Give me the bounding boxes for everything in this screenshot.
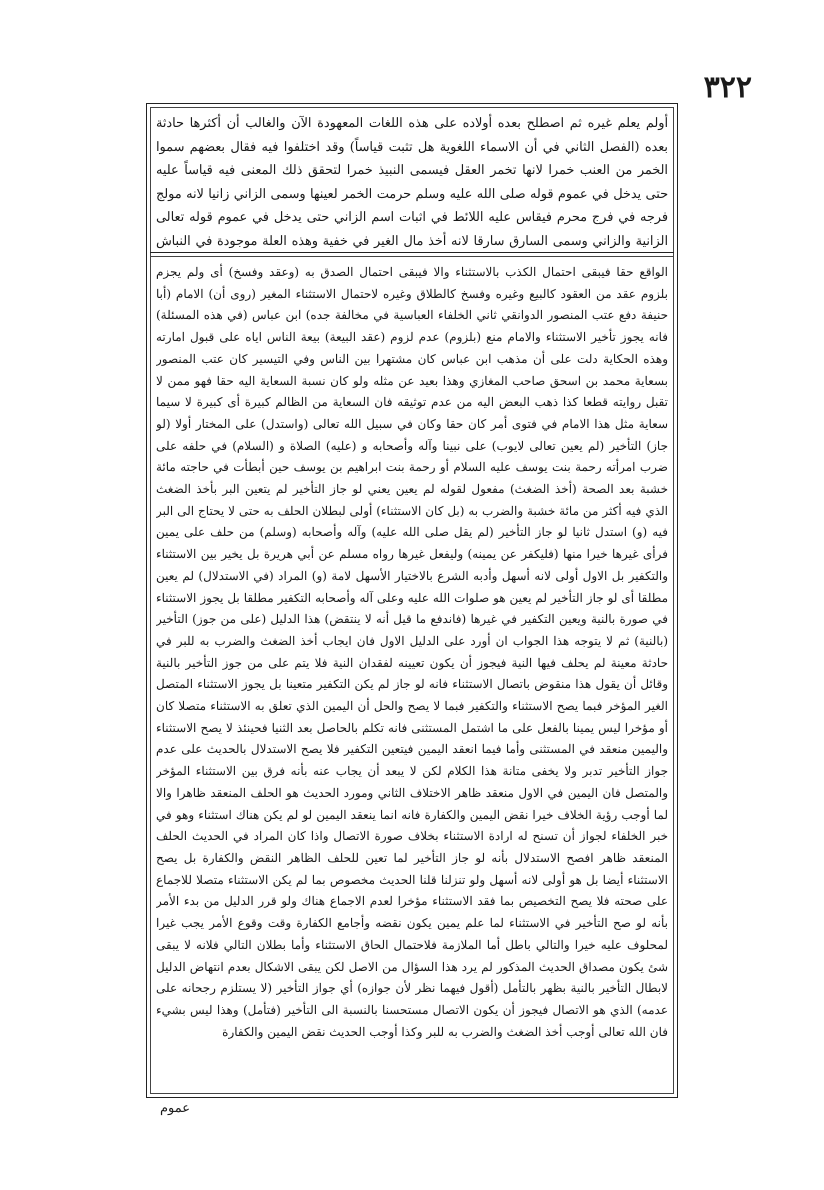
- catchword: عموم: [160, 1101, 191, 1116]
- main-text-block: أولم يعلم غيره ثم اصطلح بعده أولاده على هذه اللغات المعهودة الآن والغالب أن أكثرها حادثة بعده (الفصل الثاني في أن الاسماء اللغوية هل تثبت قياساً) وقد اختلفوا فيه فقال بعضهم سموا الخمر من العنب خمرا لانها تخمر العقل فيسمى النبيذ خمرا لتحقق ذلك المعنى فيه قياساً عليه حتى يدخل في عموم قوله صلى الله عليه وسلم حرمت الخمر لعينها وسمى الزاني زانيا لانه مولج فرجه في فرج محرم فيقاس عليه اللائط في اثبات اسم الزاني حتى يدخل في عموم قوله تعالى الزانية والزاني وسمى السارق سارقا لانه أخذ مال الغير في خفية وهذه العلة موجودة في النباش: [156, 116, 668, 249]
- section-divider-thin: [150, 256, 674, 257]
- page-number: ٣٢٢: [703, 70, 752, 105]
- section-divider: [150, 252, 674, 253]
- commentary-text-block: الواقع حقا فيبقى احتمال الكذب بالاستثناء والا فيبقى احتمال الصدق به (وعقد وفسخ) أى ولم يجزم بلزوم عقد من العقود كالبيع وغيره وفسخ كالطلاق وغيره لاحتمال الاستثناء المغير (روى أن) الامام (أبا حنيفة دفع عتب المنصور الدوانقي ثاني الخلفاء العباسية في مخالفة جده) ابن عباس (في هذه المسئلة) فانه يجوز تأخير الاستثناء والامام منع (بلزوم) عدم لزوم (عقد البيعة) بيعة الناس اياه على قبول امارته وهذه الحكاية دلت على أن مذهب ابن عباس كان مشتهرا بين الناس وفي التيسير كان عتب المنصور بسعاية محمد بن اسحق صاحب المغازي وهذا بعيد عن مثله ولو كان نسبة السعاية اليه حقا فهو ممن لا تقبل روايته قطعا كذا ذهب البعض اليه من عدم توثيقه فان السعاية من الظالم كبيرة أى كبيرة لا سيما سعاية مثل هذا الامام في فتوى أمر كان حقا وكان في سبيل الله تعالى (واستدل) على المختار أولا (لو جاز) التأخير (لم يعين تعالى لايوب) على نبينا وآله وأصحابه و (عليه) الصلاة و (السلام) في حلفه على ضرب امرأته رحمة بنت يوسف عليه السلام أو رحمة بنت ابراهيم بن يوسف حين أبطأت في حاجته مائة خشبة بعد الصحة (أخذ الضغث) مفعول لقوله لم يعين يعني لو جاز التأخير لم يتعين البر بأخذ الضغث الذي فيه أكثر من مائة خشبة والضرب به (بل كان الاستثناء) أولى لبطلان الحلف به حتى لا يحتاج الى البر فيه (و) استدل ثانيا لو جاز التأخير (لم يقل صلى الله عليه) وآله وأصحابه (وسلم) من حلف على يمين فرأى غيرها خيرا منها (فليكفر عن يمينه) وليفعل غيرها رواه مسلم عن أبي هريرة بل يخير بين الاستثناء والتكفير بل الاول أولى لانه أسهل وأدبه الشرع بالاختيار الأسهل لامة (و) المراد (في الاستدلال) لم يعين مطلقا أى لو جاز التأخير لم يعين هو صلوات الله عليه وعلى آله وأصحابه التكفير مطلقا بل يجوز الاستثناء في صورة بالنية ويعين التكفير في غيرها (فاندفع ما قيل أنه لا ينتقض) هذا الدليل (على من جوز) التأخير (بالنية) ثم لا يتوجه هذا الجواب ان أورد على الدليل الاول فان ايجاب أخذ الضغث والضرب به للبر في حادثة معينة لم يحلف فيها النية فيجوز أن يكون تعيينه لفقدان النية فلا يتم على من جوز التأخير بالنية وقائل أن يقول هذا منقوض باتصال الاستثناء فانه لو جاز لم يكن التكفير متعينا بل يجوز الاستثناء المتصل الغير المؤخر فبما يصح الاستثناء والتكفير فبما لا يصح والحل أن اليمين الذي تعلق به الاستثناء متصلا كان أو مؤخرا ليس يمينا بالفعل على ما اشتمل المستثنى فانه تكلم بالحاصل بعد الثنيا فحينئذ لا يصح الاستثناء واليمين منعقد في المستثنى وأما فيما انعقد اليمين فيتعين التكفير فلا يصح الاستدلال بالحديث على عدم جواز التأخير تدبر ولا يخفى متانة هذا الكلام لكن لا يبعد أن يجاب عنه بأنه فرق بين الاستثناء المؤخر والمتصل فان اليمين في الاول منعقد ظاهر الاختلاف الثاني ومورد الحديث هو الحلف المنعقد ظاهرا والا لما أوجب رؤية الخلاف خيرا نقض اليمين والكفارة فانه انما ينعقد اليمين لو لم يكن هناك استثناء وهو في خبر الخلفاء لجواز أن تسنح له ارادة الاستثناء بخلاف صورة الاتصال واذا كان المراد في الحديث الحلف المنعقد ظاهر افصح الاستدلال بأنه لو جاز التأخير لما تعين للحلف الظاهر النقض والكفارة بل يصح الاستثناء أيضا بل هو أولى لانه أسهل ولو تنزلنا قلنا الحديث مخصوص بما لم يكن الاستثناء متصلا للاجماع على صحته فلا يصح التخصيص بما فقد الاستثناء مؤخرا لعدم الاجماع هناك ولو قرر الدليل من بدء الأمر بأنه لو صح التأخير في الاستثناء لما علم يمين يكون نقضه وأجامع الكفارة وقت وقوع الأمر يجب غيرا لمحلوف عليه خيرا والتالي باطل أما الملازمة فلاحتمال الحاق الاستثناء وأما بطلان التالي فلانه لا يبقى شئ يكون مصداق الحديث المذكور لم يرد هذا السؤال من الاصل لكن يبقى الاشكال بعدم انتهاض الدليل لابطال التأخير بالنية بظهر بالتأمل (أقول فيهما نظر لأن جوازه) أي جواز التأخير (لا يستلزم رجحانه على عدمه) الذي هو الاتصال فيجوز أن يكون الاتصال مستحسنا بالنسبة الى التأخير (فتأمل) وهذا ليس بشيء فان الله تعالى أوجب أخذ الضغث والضرب به للبر وكذا أوجب الحديث نقض اليمين والكفارة: [156, 265, 668, 1039]
